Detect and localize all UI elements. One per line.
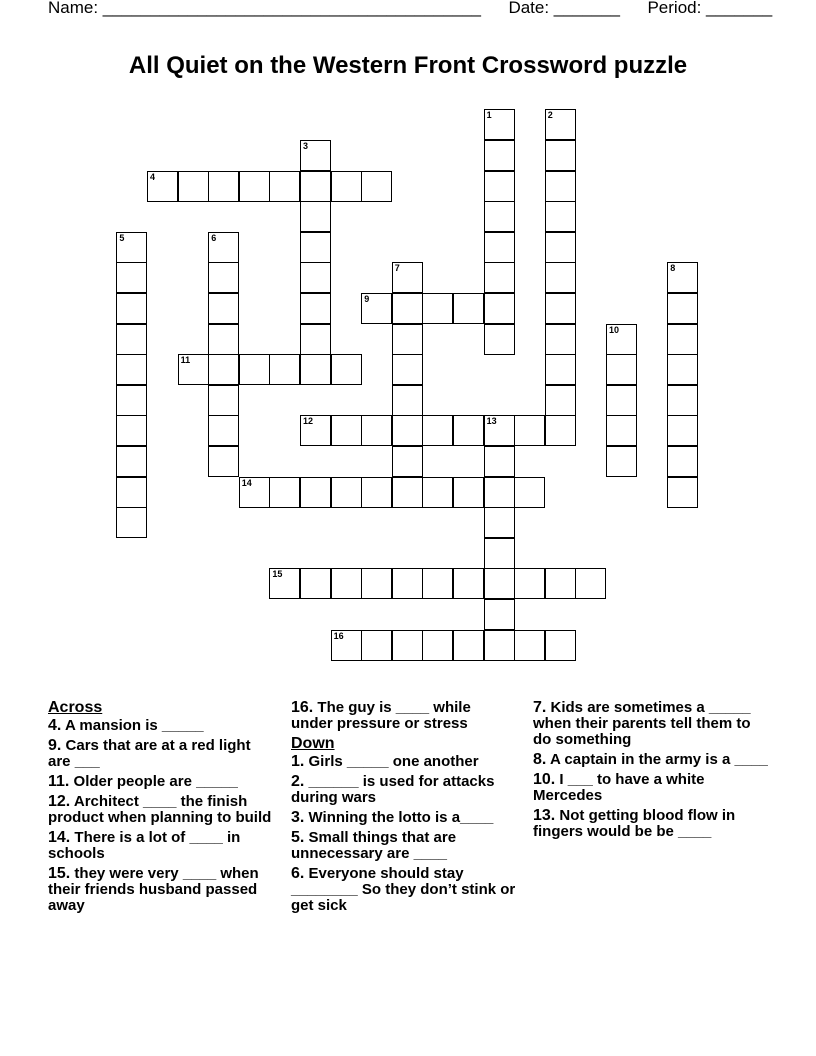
grid-cell[interactable] (116, 507, 147, 538)
grid-cell[interactable] (300, 568, 331, 599)
grid-cell[interactable] (116, 446, 147, 477)
grid-cell[interactable] (300, 324, 331, 355)
grid-cell[interactable] (361, 293, 392, 324)
grid-cell[interactable] (300, 477, 331, 508)
grid-cell[interactable] (606, 354, 637, 385)
grid-cell[interactable] (514, 630, 545, 661)
across-heading: Across (48, 699, 103, 716)
cell-number: 4 (150, 171, 156, 182)
grid-cell[interactable] (208, 293, 239, 324)
grid-cell[interactable] (239, 477, 270, 508)
grid-cell[interactable] (331, 477, 362, 508)
grid-cell[interactable] (484, 630, 515, 661)
clue-down-8: 8. A captain in the army is a ____ (533, 751, 768, 768)
grid-cell[interactable] (545, 262, 576, 293)
grid-cell[interactable] (484, 171, 515, 202)
grid-cell[interactable] (208, 171, 239, 202)
grid-cell[interactable] (453, 568, 484, 599)
grid-cell[interactable] (453, 477, 484, 508)
grid-cell[interactable] (545, 140, 576, 171)
grid-cell[interactable] (208, 262, 239, 293)
cell-number: 16 (333, 630, 344, 641)
grid-cell[interactable] (116, 354, 147, 385)
grid-cell[interactable] (392, 477, 423, 508)
clue-down-7: 7. Kids are sometimes a _____ when their parents tell them to do something (533, 699, 751, 748)
grid-cell[interactable] (300, 232, 331, 263)
clue-down-10: 10. I ___ to have a white Mercedes (533, 771, 705, 804)
grid-cell[interactable] (208, 446, 239, 477)
grid-cell[interactable] (178, 354, 209, 385)
cell-number: 12 (303, 416, 314, 427)
name-field-label: Name: ________________________________________ (48, 0, 481, 17)
grid-cell[interactable] (514, 415, 545, 446)
grid-cell[interactable] (667, 262, 698, 293)
grid-cell[interactable] (422, 630, 453, 661)
grid-cell[interactable] (392, 324, 423, 355)
grid-cell[interactable] (484, 324, 515, 355)
page-title: All Quiet on the Western Front Crossword puzzle (128, 52, 688, 79)
clue-down-13: 13. Not getting blood flow in fingers would be be ____ (533, 807, 736, 840)
grid-cell[interactable] (269, 477, 300, 508)
grid-cell[interactable] (361, 415, 392, 446)
cell-number: 8 (670, 263, 676, 274)
grid-cell[interactable] (208, 354, 239, 385)
clues-column-2 (291, 700, 516, 918)
grid-cell[interactable] (667, 415, 698, 446)
grid-cell[interactable] (361, 568, 392, 599)
grid-cell[interactable] (392, 568, 423, 599)
grid-cell[interactable] (575, 568, 606, 599)
clue-across-14: 14. There is a lot of ____ in schools (48, 829, 241, 862)
clue-across-11: 11. Older people are _____ (48, 773, 238, 790)
grid-cell[interactable] (453, 293, 484, 324)
clue-across-12: 12. Architect ____ the finish product when planning to build (48, 793, 272, 826)
grid-cell[interactable] (300, 171, 331, 202)
grid-cell[interactable] (269, 354, 300, 385)
grid-cell[interactable] (667, 477, 698, 508)
cell-number: 13 (486, 416, 497, 427)
grid-cell[interactable] (361, 630, 392, 661)
grid-cell[interactable] (300, 262, 331, 293)
grid-cell[interactable] (116, 324, 147, 355)
grid-cell[interactable] (514, 568, 545, 599)
grid-cell[interactable] (422, 415, 453, 446)
grid-cell[interactable] (667, 324, 698, 355)
clues-column-1 (48, 700, 273, 918)
cell-number: 10 (609, 324, 620, 335)
grid-cell[interactable] (484, 262, 515, 293)
grid-cell[interactable] (392, 385, 423, 416)
clue-across-4: 4. A mansion is _____ (48, 717, 204, 734)
grid-cell[interactable] (545, 415, 576, 446)
clue-across-15: 15. they were very ____ when their friends husband passed away (48, 865, 259, 914)
grid-cell[interactable] (484, 568, 515, 599)
grid-cell[interactable] (545, 354, 576, 385)
grid-cell[interactable] (392, 293, 423, 324)
grid-cell[interactable] (239, 354, 270, 385)
grid-cell[interactable] (545, 293, 576, 324)
grid-cell[interactable] (208, 415, 239, 446)
grid-cell[interactable] (269, 568, 300, 599)
grid-cell[interactable] (667, 385, 698, 416)
grid-cell[interactable] (484, 201, 515, 232)
clue-across-16: 16. The guy is ____ while under pressure or stress (291, 699, 471, 732)
grid-cell[interactable] (606, 446, 637, 477)
grid-cell[interactable] (178, 171, 209, 202)
grid-cell[interactable] (514, 477, 545, 508)
clue-down-2: 2. ______ is used for attacks during wars (291, 773, 495, 806)
grid-cell[interactable] (606, 385, 637, 416)
cell-number: 3 (303, 141, 309, 151)
clue-across-9: 9. Cars that are at a red light are ___ (48, 737, 251, 770)
grid-cell[interactable] (484, 446, 515, 477)
period-field-label: Period: _______ (647, 0, 773, 17)
grid-cell[interactable] (331, 630, 362, 661)
grid-cell[interactable] (422, 568, 453, 599)
grid-cell[interactable] (208, 232, 239, 263)
grid-cell[interactable] (331, 415, 362, 446)
down-heading: Down (291, 735, 335, 752)
grid-cell[interactable] (484, 232, 515, 263)
clues-column-3 (533, 700, 773, 844)
grid-cell[interactable] (239, 171, 270, 202)
grid-cell[interactable] (269, 171, 300, 202)
grid-cell[interactable] (208, 385, 239, 416)
grid-cell[interactable] (545, 109, 576, 140)
grid-cell[interactable] (361, 477, 392, 508)
grid-cell[interactable] (392, 262, 423, 293)
cell-number: 7 (394, 263, 400, 274)
grid-cell[interactable] (116, 477, 147, 508)
grid-cell[interactable] (392, 354, 423, 385)
grid-cell[interactable] (116, 385, 147, 416)
grid-cell[interactable] (331, 568, 362, 599)
grid-cell[interactable] (545, 201, 576, 232)
grid-cell[interactable] (484, 599, 515, 630)
grid-cell[interactable] (116, 293, 147, 324)
grid-cell[interactable] (606, 415, 637, 446)
grid-cell[interactable] (422, 477, 453, 508)
grid-cell[interactable] (484, 109, 515, 140)
clue-down-6: 6. Everyone should stay ________ So they don’t stink or get sick (291, 865, 516, 914)
clue-down-5: 5. Small things that are unnecessary are ____ (291, 829, 457, 862)
grid-cell[interactable] (545, 232, 576, 263)
grid-cell[interactable] (545, 630, 576, 661)
grid-cell[interactable] (453, 630, 484, 661)
cell-number: 9 (364, 294, 370, 304)
cell-number: 11 (180, 355, 191, 366)
grid-cell[interactable] (208, 324, 239, 355)
cell-number: 2 (547, 110, 553, 121)
grid-cell[interactable] (116, 262, 147, 293)
clue-down-3: 3. Winning the lotto is a____ (291, 809, 494, 826)
cell-number: 15 (272, 569, 283, 580)
grid-cell[interactable] (300, 415, 331, 446)
cell-number: 5 (119, 232, 125, 243)
grid-cell[interactable] (300, 293, 331, 324)
grid-cell[interactable] (484, 507, 515, 538)
grid-cell[interactable] (361, 171, 392, 202)
grid-cell[interactable] (484, 538, 515, 569)
cell-number: 1 (486, 110, 492, 121)
grid-cell[interactable] (392, 446, 423, 477)
grid-cell[interactable] (453, 415, 484, 446)
grid-cell[interactable] (300, 140, 331, 171)
grid-cell[interactable] (545, 568, 576, 599)
grid-cell[interactable] (484, 140, 515, 171)
grid-cell[interactable] (545, 171, 576, 202)
clue-down-1: 1. Girls _____ one another (291, 753, 479, 770)
grid-cell[interactable] (331, 171, 362, 202)
grid-cell[interactable] (331, 354, 362, 385)
cell-number: 14 (241, 477, 252, 488)
grid-cell[interactable] (667, 293, 698, 324)
grid-cell[interactable] (300, 354, 331, 385)
grid-cell[interactable] (667, 354, 698, 385)
grid-cell[interactable] (300, 201, 331, 232)
grid-cell[interactable] (484, 477, 515, 508)
grid-cell[interactable] (484, 293, 515, 324)
grid-cell[interactable] (545, 324, 576, 355)
grid-cell[interactable] (484, 415, 515, 446)
grid-cell[interactable] (422, 293, 453, 324)
grid-cell[interactable] (392, 415, 423, 446)
grid-cell[interactable] (606, 324, 637, 355)
date-field-label: Date: _______ (508, 0, 620, 17)
grid-cell[interactable] (667, 446, 698, 477)
grid-cell[interactable] (545, 385, 576, 416)
grid-cell[interactable] (392, 630, 423, 661)
cell-number: 6 (211, 232, 217, 243)
grid-cell[interactable] (116, 415, 147, 446)
grid-cell[interactable] (116, 232, 147, 263)
grid-cell[interactable] (147, 171, 178, 202)
